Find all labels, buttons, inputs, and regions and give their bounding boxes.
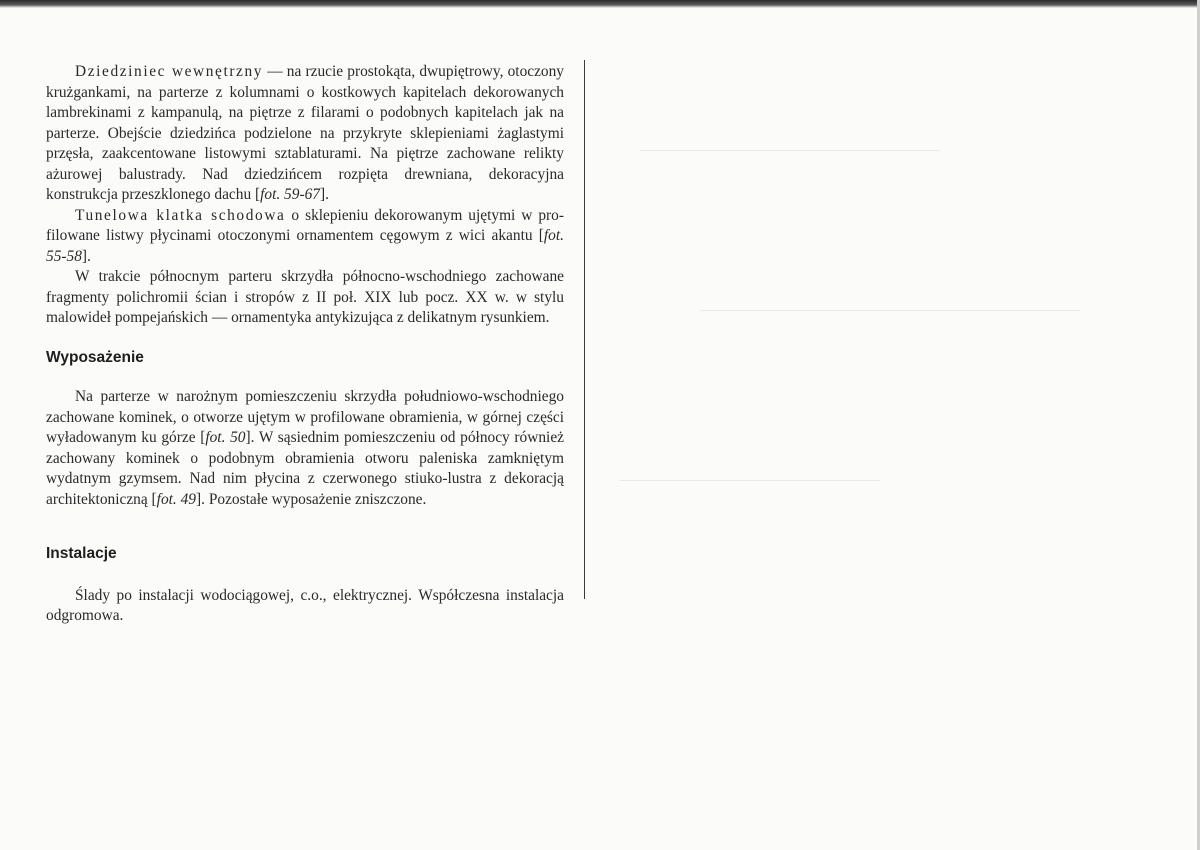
paragraph-instalacje: Ślady po instalacji wodociągowej, c.o., elektrycznej. Współczesna instalacja odgromowa. <box>46 586 564 624</box>
term-tunel: Tunelowa klatka schodowa <box>75 206 286 224</box>
bleed-through-line <box>640 150 940 151</box>
bleed-through-line <box>700 310 1080 311</box>
paragraph-tunel: Tunelowa klatka schodowa o sklepieniu dekorowanym ujętymi w profilowane listwy płycinami otoczonymi ornamentem cęgowym z wici akantu [fot. 55-58]. <box>46 206 564 265</box>
column-divider <box>584 60 585 599</box>
text-column <box>46 62 564 627</box>
bleed-through-line <box>620 480 880 481</box>
photo-ref: fot. 55-58 <box>46 227 564 265</box>
scan-top-edge <box>0 0 1200 8</box>
paragraph-trakt: W trakcie północnym parteru skrzydła północno-wschodniego zachowane fragmenty polichromii ścian i stropów z II poł. XIX lub pocz. XX w. w stylu malowideł pompejańskich — ornamentyka antykizująca z delikatnym rysunkiem. <box>46 268 564 326</box>
paragraph-dziedziniec: Dziedziniec wewnętrzny — na rzucie prostokąta, dwupiętrowy, otoczony krużgankami, na parterze z kolumnami o kostkowych kapitelach dekorowanych lambrekinami z kampanulą, na piętrze z filarami o podobnych kapitelach jak na parterze. Obejście dziedzińca podzielone na przykryte sklepieniami żaglastymi przęsła, zaakcentowane listowymi sztablaturami. Na piętrze zachowane relikty ażurowej balustrady. Nad dziedzińcem rozpięta drewniana, dekoracyjna konstrukcja przeszklonego dachu [fot. 59-67]. <box>46 63 565 203</box>
paragraph-wyposazenie: Na parterze w narożnym pomieszczeniu skrzydła południowo-wschodniego zachowane kominek, o otworze ujętym w profilowane obramienia, w górnej części wyładowanym ku górze [fot. 50]. W sąsiednim pomieszczeniu od północy również zachowany kominek o podobnym obramienia otworu paleniska zamkniętym wydatnym gzymsem. Nad nim płycina z czerwonego stiuko-lustra z dekoracją architektoniczną [fot. 49]. Pozostałe wyposażenie zniszczone. <box>46 388 564 508</box>
term-dziedziniec: Dziedziniec wewnętrzny <box>75 63 264 80</box>
photo-ref: fot. 59-67 <box>260 186 320 203</box>
heading-wyposazenie: Wyposażenie <box>46 348 144 366</box>
heading-instalacje: Instalacje <box>46 545 117 562</box>
photo-ref: fot. 50 <box>205 429 246 446</box>
photo-ref: fot. 49 <box>156 490 197 508</box>
